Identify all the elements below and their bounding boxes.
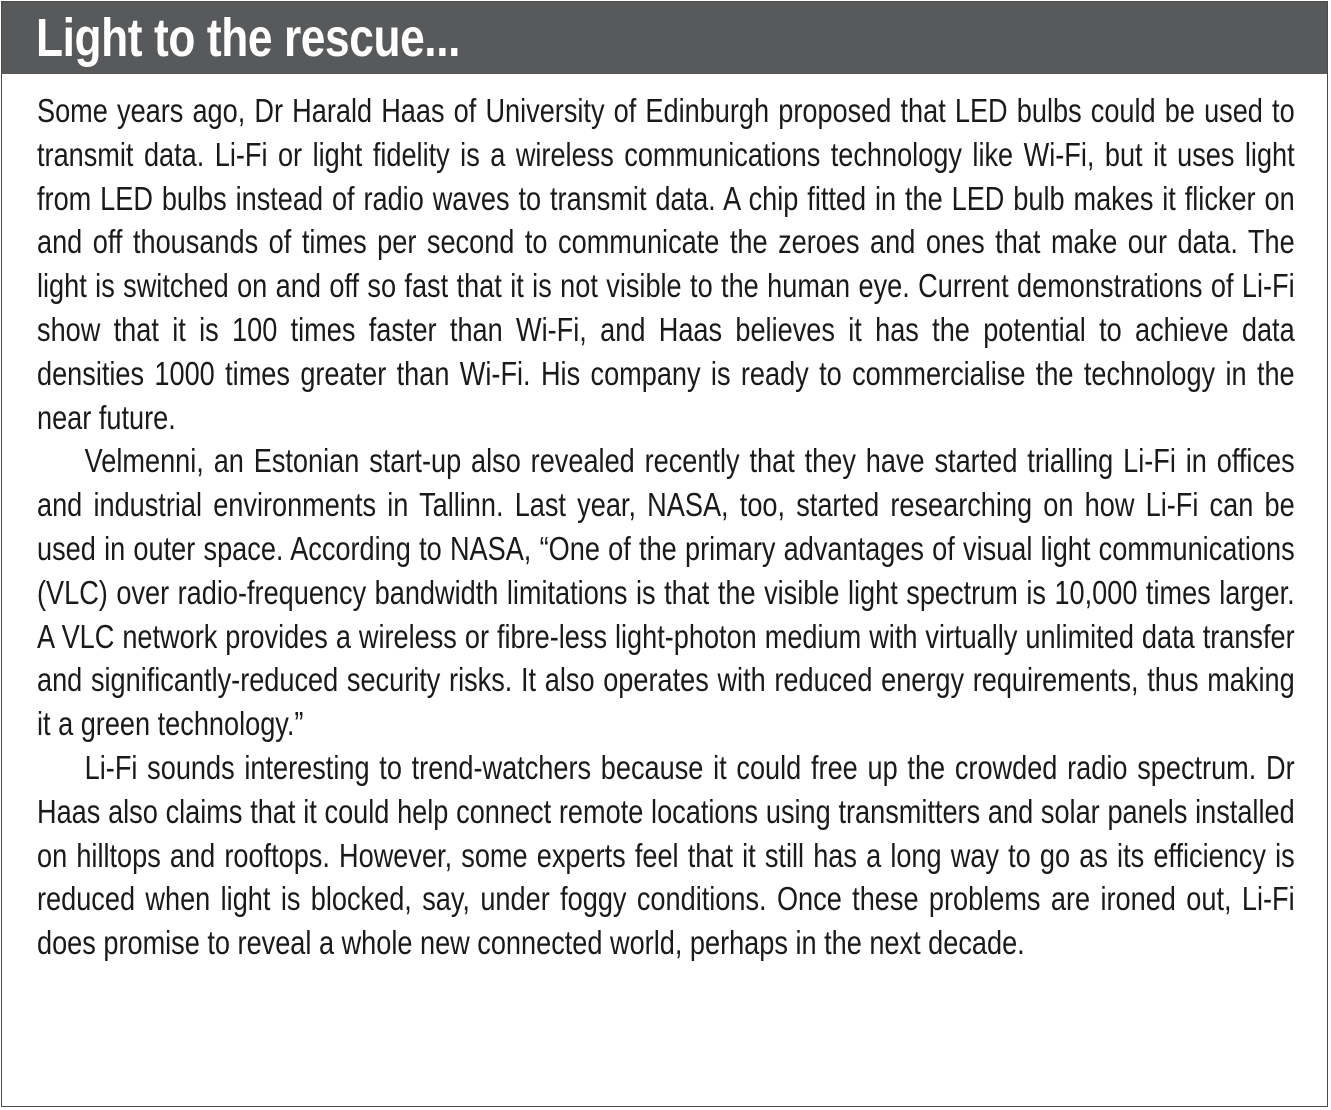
paragraph-3: Li-Fi sounds interesting to trend-watchers because it could free up the crowded radio spectrum. Dr Haas also claims that it could help connect remote locations using transmitters and solar panels installed on hilltops and rooftops. However, some experts feel that it still has a long way to go as its efficiency is reduced when light is blocked, say, under foggy conditions. Once these problems are ironed out, Li-Fi does promise to reveal a whole new connected world, perhaps in the next decade.: [37, 748, 1295, 962]
article-box: [1, 1, 1328, 1107]
article-body: [37, 89, 1295, 965]
paragraph-1: Some years ago, Dr Harald Haas of University of Edinburgh proposed that LED bulbs could be used to transmit data. Li-Fi or light fidelity is a wireless communications technology like Wi-Fi, but it uses light from LED bulbs instead of radio waves to transmit data. A chip fitted in the LED bulb makes it flicker on and off thousands of times per second to communicate the zeroes and ones that make our data. The light is switched on and off so fast that it is not visible to the human eye. Current demonstrations of Li-Fi show that it is 100 times faster than Wi-Fi, and Haas believes it has the potential to achieve data densities 1000 times greater than Wi-Fi. His company is ready to commercialise the technology in the near future.: [37, 92, 1295, 436]
paragraph-2: Velmenni, an Estonian start-up also revealed recently that they have started trialling Li-Fi in offices and industrial environments in Tallinn. Last year, NASA, too, started researching on how Li-Fi can be used in outer space. According to NASA, “One of the primary advantages of visual light communications (VLC) over radio-frequency bandwidth limitations is that the visible light spectrum is 10,000 times larger. A VLC network provides a wireless or fibre-less light-photon medium with virtually unlimited data transfer and significantly-reduced security risks. It also operates with reduced energy requirements, thus making it a green technology.”: [37, 442, 1295, 743]
article-title: Light to the rescue...: [36, 8, 460, 68]
title-bar: [2, 2, 1327, 74]
article-text: [37, 89, 1295, 965]
